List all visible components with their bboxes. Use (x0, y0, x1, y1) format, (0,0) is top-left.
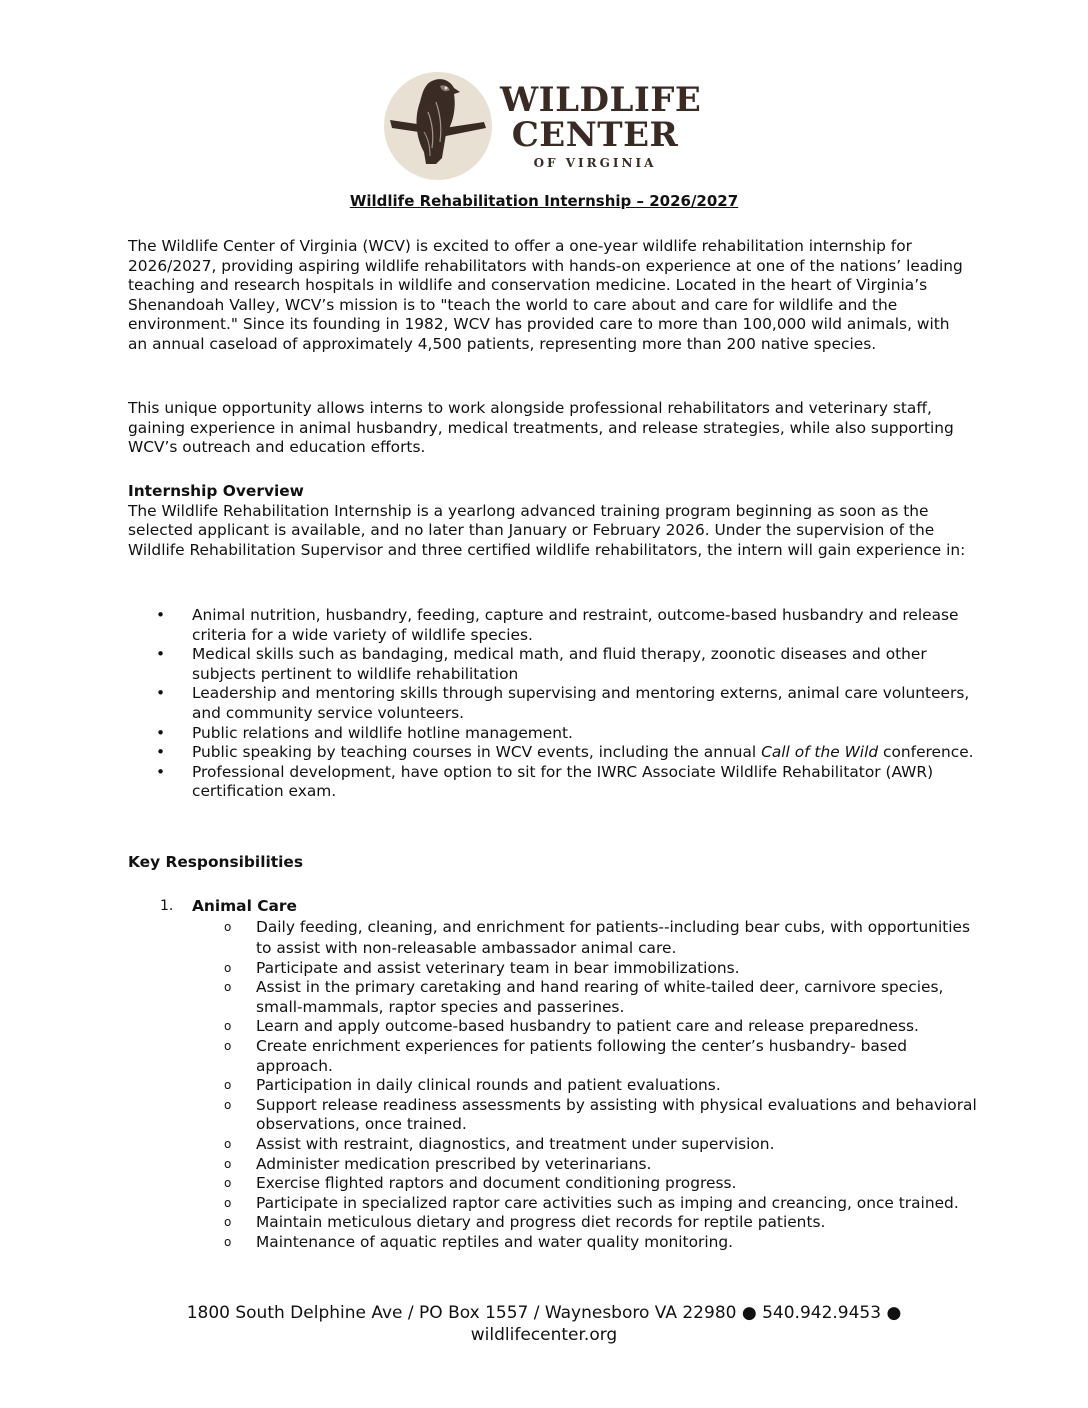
logo-wordmark (500, 80, 702, 170)
sub-item: o Assist with restraint, diagnostics, and treatment under supervision. (224, 1134, 775, 1153)
hawk-icon (384, 72, 492, 180)
circle-bullet-icon: o (224, 1097, 232, 1112)
intro-text-1: The Wildlife Center of Virginia (WCV) is excited to offer a one-year wildlife rehabilitation internship for 2026/2027, providing aspiring wildlife rehabilitators with hands-on experience at one of the nations’ leading teaching and research hospitals in wildlife and conservation medicine. Located in the heart of Virginia’s Shenandoah Valley, WCV’s mission is to "teach the world to care about and care for wildlife and the environment." Since its founding in 1982, WCV has provided care to more than 100,000 wild animals, with an annual caseload of approximately 4,500 patients, representing more than 200 native species. (128, 237, 963, 353)
sub-item: o Assist in the primary caretaking and hand rearing of white-tailed deer, carnivore species, small-mammals, raptor species and passerines. (224, 978, 944, 1016)
section-title: Animal Care (192, 897, 297, 915)
circle-bullet-icon: o (224, 980, 232, 995)
bullet-item: • Leadership and mentoring skills through supervising and mentoring externs, animal care volunteers, and community service volunteers. (156, 684, 970, 722)
logo-line-wildlife: WILDLIFE (500, 80, 702, 120)
sub-item: o Participate and assist veterinary team in bear immobilizations. (224, 958, 740, 977)
bullet-icon: • (156, 606, 166, 624)
circle-bullet-icon: o (224, 1019, 232, 1034)
circle-bullet-icon: o (224, 1038, 232, 1053)
circle-bullet-icon: o (224, 1234, 232, 1249)
circle-bullet-icon: o (224, 960, 232, 975)
responsibilities-heading: Key Responsibilities (128, 853, 303, 871)
sub-item: o Support release readiness assessments by assisting with physical evaluations and behavioral observations, once trained. (224, 1095, 977, 1134)
sub-item: o Administer medication prescribed by veterinarians. (224, 1154, 652, 1173)
sub-item: o Maintain meticulous dietary and progress diet records for reptile patients. (224, 1213, 826, 1232)
wildlife-center-logo (384, 72, 702, 182)
bullet-icon: • (156, 743, 166, 762)
numbered-item-animal-care (128, 897, 978, 917)
overview-bullet-list (128, 606, 978, 802)
bullet-icon: • (156, 684, 166, 703)
bullet-item: • Public speaking by teaching courses in WCV events, including the annual Call of the Wild conference. (156, 743, 974, 762)
overview-text: The Wildlife Rehabilitation Internship is a yearlong advanced training program beginning as soon as the selected applicant is available, and no later than January or February 2026. Under the supervision of the Wildlife Rehabilitation Supervisor and three certified wildlife rehabilitators, the intern will gain experience in: (128, 501, 966, 559)
document-title: Wildlife Rehabilitation Internship – 2026/2027 (349, 192, 739, 210)
event-name: Call of the Wild (761, 743, 879, 762)
key-responsibilities-section (128, 853, 968, 873)
bullet-icon: • (156, 762, 166, 781)
overview-heading: Internship Overview (128, 482, 304, 500)
bullet-item: • Public relations and wildlife hotline management. (156, 723, 573, 742)
bullet-icon: • (156, 645, 166, 664)
sub-item: o Participation in daily clinical rounds and patient evaluations. (224, 1076, 721, 1095)
intro-paragraph-2 (128, 399, 968, 458)
circle-bullet-icon: o (224, 919, 232, 934)
circle-bullet-icon: o (224, 1136, 232, 1151)
animal-care-section (128, 897, 978, 1253)
logo-line-of-virginia: OF VIRGINIA (533, 156, 657, 170)
sub-item: o Participate in specialized raptor care activities such as imping and creancing, once trained. (224, 1193, 959, 1212)
sub-item: o Create enrichment experiences for patients following the center’s husbandry- based approach. (224, 1036, 908, 1075)
logo-line-center: CENTER (511, 115, 679, 155)
internship-overview-section (128, 482, 968, 560)
bullet-item: • Animal nutrition, husbandry, feeding, capture and restraint, outcome-based husbandry and release criteria for a wide variety of wildlife species. (156, 606, 959, 644)
bullet-item: • Professional development, have option to sit for the IWRC Associate Wildlife Rehabilitator (AWR) certification exam. (156, 762, 934, 801)
intro-paragraph-1 (128, 237, 968, 355)
page-footer (0, 1302, 1088, 1346)
sub-item: o Daily feeding, cleaning, and enrichment for patients--including bear cubs, with opportunities to assist with non-releasable ambassador animal care. (224, 917, 971, 957)
circle-bullet-icon: o (224, 1195, 232, 1210)
animal-care-list (128, 917, 978, 1253)
sub-item: o Learn and apply outcome-based husbandry to patient care and release preparedness. (224, 1017, 919, 1036)
intro-text-2: This unique opportunity allows interns to work alongside professional rehabilitators and veterinary staff, gaining experience in animal husbandry, medical treatments, and release strategies, while also supporting WCV’s outreach and education efforts. (128, 399, 954, 457)
item-number: 1. (160, 898, 174, 914)
bullet-icon: • (156, 723, 166, 742)
circle-bullet-icon: o (224, 1156, 232, 1171)
sub-item: o Exercise flighted raptors and document conditioning progress. (224, 1174, 737, 1193)
bullet-item: • Medical skills such as bandaging, medical math, and fluid therapy, zoonotic diseases and other subjects pertinent to wildlife rehabilitation (156, 645, 927, 683)
sub-item: o Maintenance of aquatic reptiles and water quality monitoring. (224, 1232, 734, 1251)
circle-bullet-icon: o (224, 1176, 232, 1191)
circle-bullet-icon: o (224, 1078, 232, 1093)
footer-website-link[interactable]: wildlifecenter.org (470, 1325, 618, 1345)
circle-bullet-icon: o (224, 1215, 232, 1230)
footer-address: 1800 South Delphine Ave / PO Box 1557 / Waynesboro VA 22980 ● 540.942.9453 ● (186, 1303, 902, 1323)
